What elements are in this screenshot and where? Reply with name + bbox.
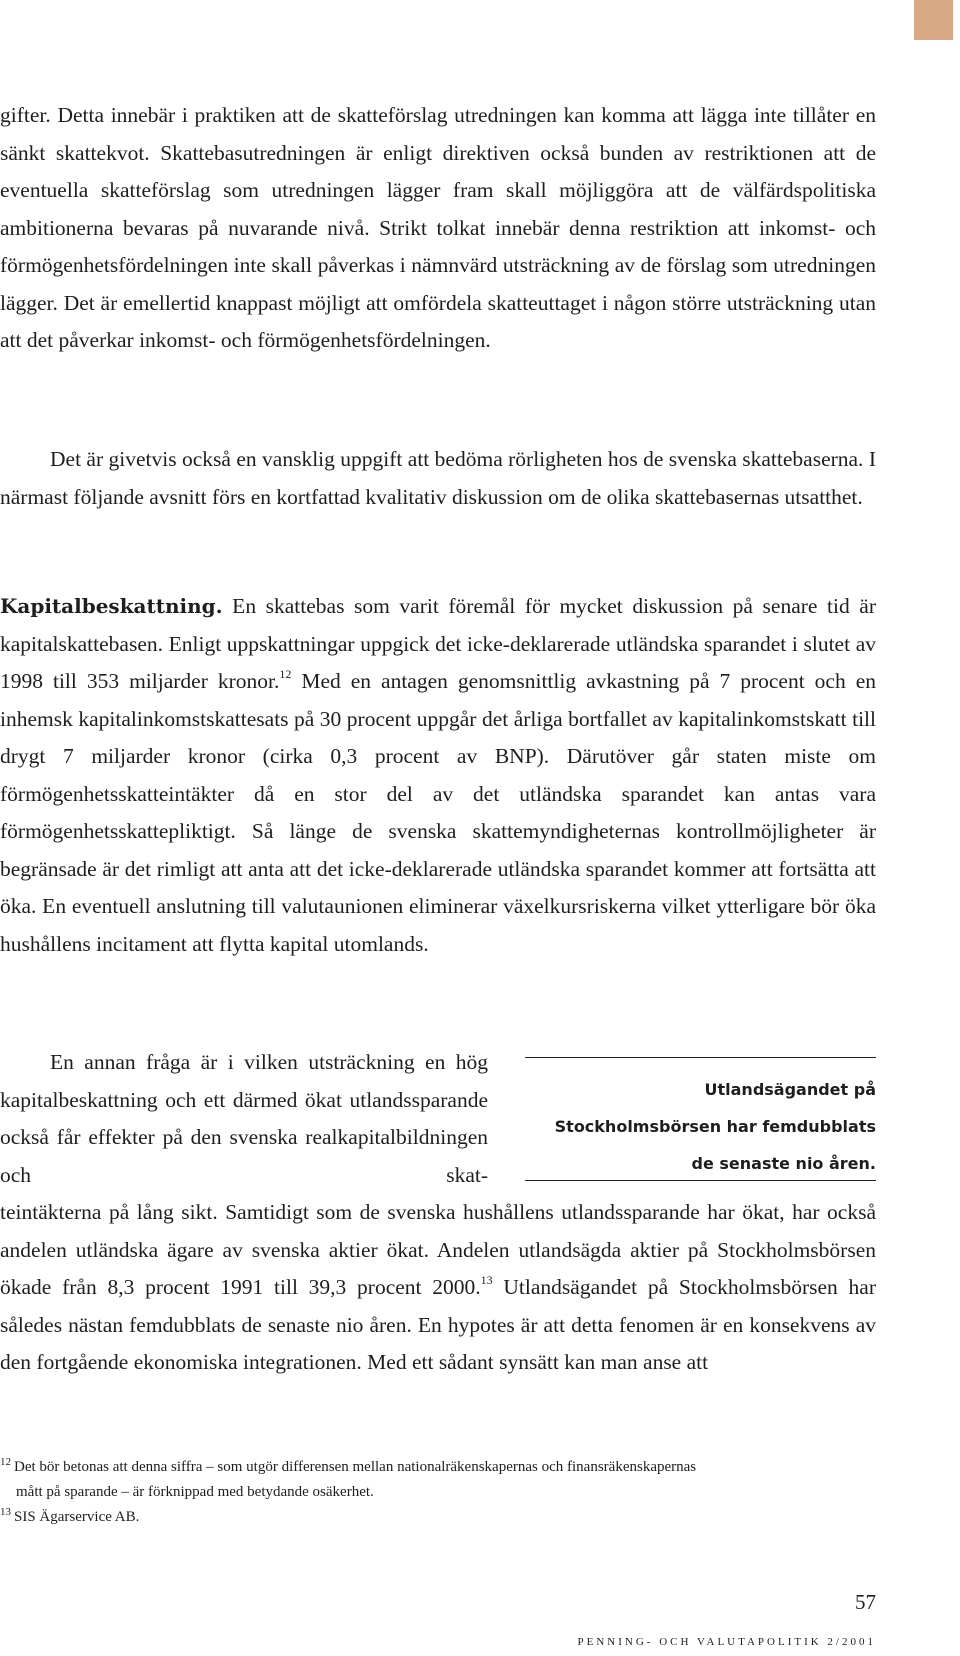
footnote-number-13: 13	[0, 1506, 11, 1518]
pull-quote-line-3: de senaste nio åren.	[691, 1154, 876, 1173]
paragraph4-text-a: teintäkterna på lång sikt. Samtidigt som de svenska hushållens utlandssparande har ökat, har också andelen utländska ägare av svenska aktier ökat. Andelen utlandsägda aktier på Stockholmsbörsen ökade från 8,3 procent 1991 till 39,3 procent 2000.	[0, 1200, 876, 1299]
section-text-b: Med en antagen genomsnittlig avkastning på 7 procent och en inhemsk kapitalinkomstskattesats på 30 procent uppgår det årliga bortfallet av kapitalinkomstskatt till drygt 7 miljarder kronor (cirka 0,3 procent av BNP). Därutöver går staten miste om förmögenhetsskatteintäkter då en stor del av det utländska sparandet kan antas vara förmögenhetsskattepliktigt. Så länge de svenska skattemyndigheternas kontrollmöjligheter är begränsade är det rimligt att anta att det icke-deklarerade utländska sparandet kommer att fortsätta att öka. En eventuell anslutning till valutaunionen eliminerar växelkursriskerna vilket ytterligare bör öka hushållens incitament att flytta kapital utomlands.	[0, 669, 876, 956]
footnote-ref-12[interactable]: 12	[279, 666, 292, 681]
pull-quote-line-2: Stockholmsbörsen har femdubblats	[554, 1117, 876, 1136]
footnote-13-text: SIS Ägarservice AB.	[14, 1509, 140, 1525]
footnote-13	[0, 1505, 880, 1530]
footnote-12	[0, 1455, 880, 1505]
running-footer: PENNING- OCH VALUTAPOLITIK 2/2001	[577, 1636, 876, 1648]
body-paragraph-kapitalbeskattning	[0, 588, 876, 963]
body-paragraph-4-wrapped: En annan fråga är i vilken utsträckning en hög kapitalbeskattning och ett därmed ökat utlandssparande också får effekter på den svenska realkapitalbildningen och skat-	[0, 1050, 488, 1187]
pull-quote-text	[525, 1058, 876, 1182]
footnote-ref-13[interactable]: 13	[480, 1272, 493, 1287]
section-text-a: En skattebas som varit föremål för mycket diskussion på senare tid är kapitalskattebasen. Enligt uppskattningar uppgick det icke-deklarerade utländska sparandet i slutet av 1998 till 353 miljarder kronor.	[0, 594, 876, 693]
footnotes	[0, 1455, 880, 1530]
paragraph4-text-b: Utlandsägandet på Stockholmsbörsen har således nästan femdubblats de senaste nio åren. En hypotes är att detta fenomen är en konsekvens av den fortgående ekonomiska integrationen. Med ett sådant synsätt kan man anse att	[0, 1275, 876, 1374]
body-paragraph-2: Det är givetvis också en vansklig uppgift att bedöma rörligheten hos de svenska skattebaserna. I närmast följande avsnitt förs en kortfattad kvalitativ diskussion om de olika skattebasernas utsatthet.	[0, 447, 876, 509]
corner-tab-marker	[914, 0, 953, 40]
page-number: 57	[855, 1590, 876, 1614]
footnote-number-12: 12	[0, 1456, 11, 1468]
pull-quote	[525, 1057, 876, 1181]
footnote-12-line-2: mått på sparande – är förknippad med betydande osäkerhet.	[16, 1484, 374, 1500]
pull-quote-line-1: Utlandsägandet på	[704, 1080, 876, 1099]
body-paragraph-4-continued	[0, 1194, 876, 1382]
section-heading: Kapitalbeskattning.	[0, 594, 223, 618]
footnote-12-line-1: Det bör betonas att denna siffra – som utgör differensen mellan nationalräkenskapernas och finansräkenskapernas	[14, 1459, 697, 1475]
body-paragraph-1: gifter. Detta innebär i praktiken att de skatteförslag utredningen kan komma att lägga inte tillåter en sänkt skattekvot. Skattebasutredningen är enligt direktiven också bunden av restriktionen att de eventuella skatteförslag som utredningen lägger fram skall möjliggöra att de välfärdspolitiska ambitionerna bevaras på nuvarande nivå. Strikt tolkat innebär denna restriktion att inkomst- och förmögenhetsfördelningen inte skall påverkas i nämnvärd utsträckning av de förslag som utredningen lägger. Det är emellertid knappast möjligt att omfördela skatteuttaget i någon större utsträckning utan att det påverkar inkomst- och förmögenhetsfördelningen.	[0, 103, 876, 352]
